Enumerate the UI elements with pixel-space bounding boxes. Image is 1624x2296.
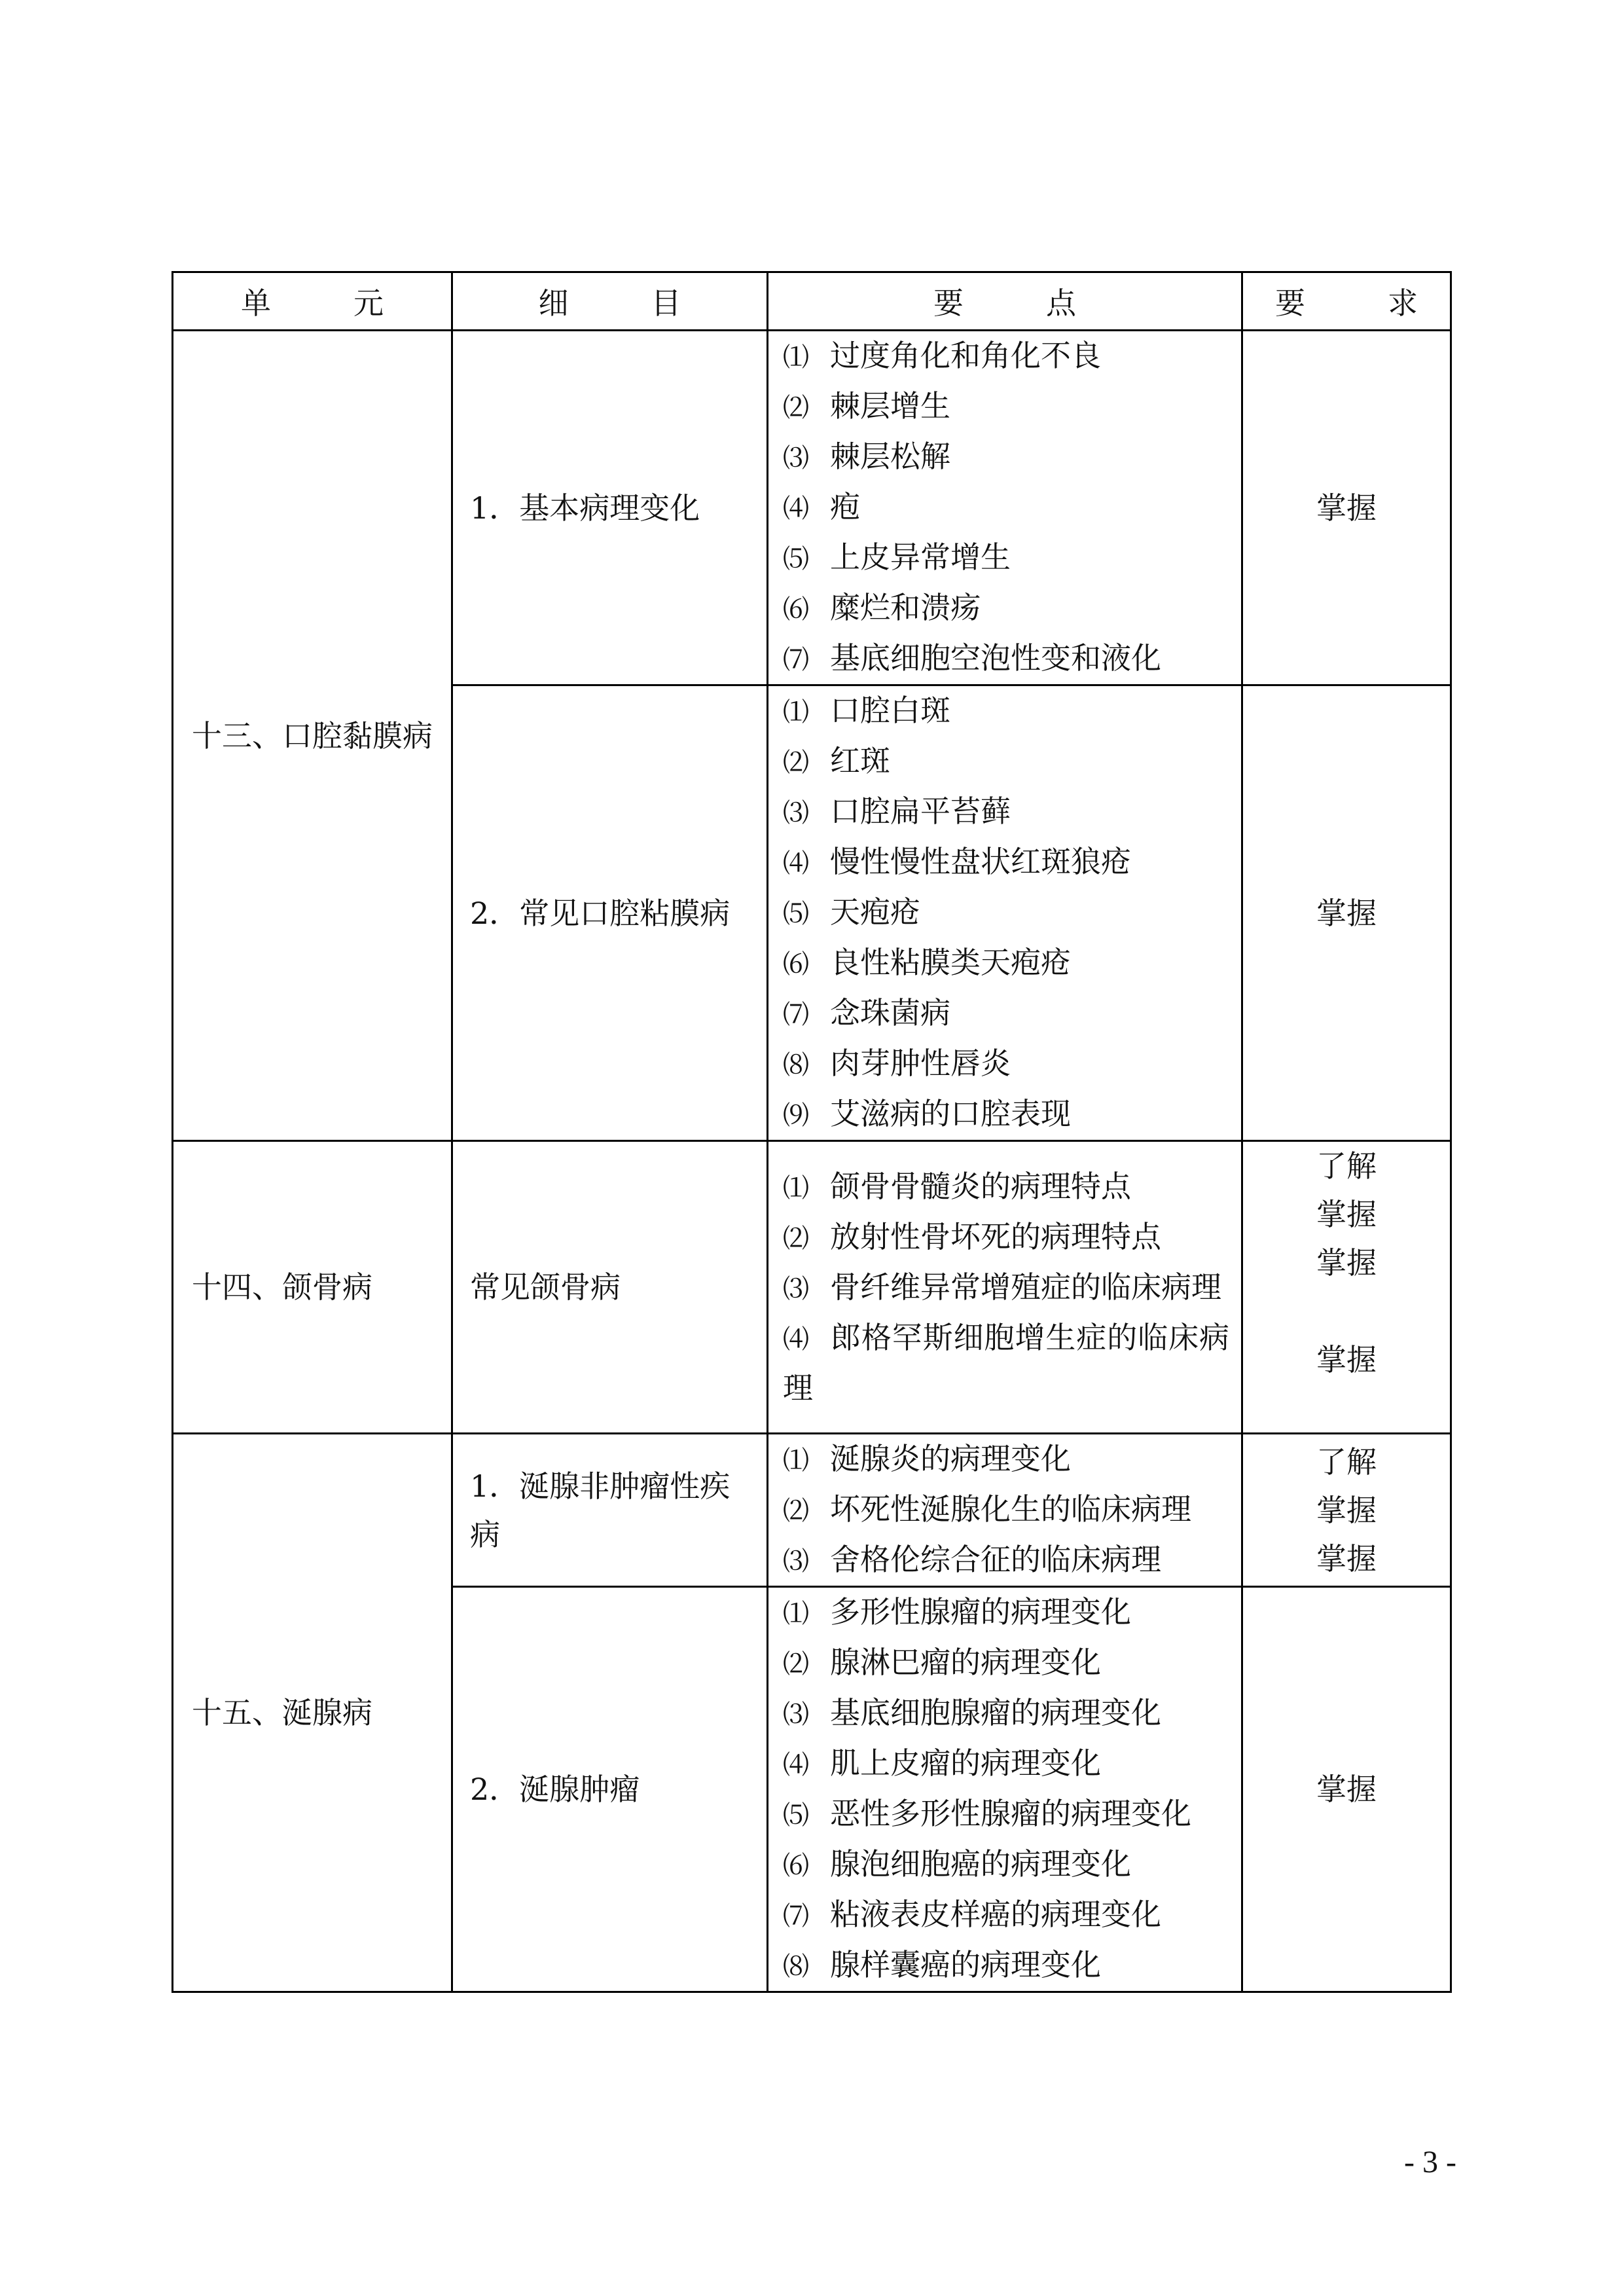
point-line: ⑷ 肌上皮瘤的病理变化 [783, 1745, 1101, 1781]
point-line: ⑷ 慢性慢性盘状红斑狼疮 [783, 844, 1131, 879]
point-line: ⑵ 腺淋巴瘤的病理变化 [783, 1645, 1101, 1680]
point-line: ⑹ 腺泡细胞癌的病理变化 [783, 1846, 1131, 1882]
header-item: 细 目 [452, 272, 768, 331]
point-line: ⑴ 口腔白斑 [783, 693, 950, 728]
requirement-spacer [1243, 1287, 1450, 1336]
requirement-value: 掌握 [1316, 1342, 1377, 1377]
requirement-value: 掌握 [1316, 1245, 1377, 1281]
point-line: ⑸ 恶性多形性腺瘤的病理变化 [783, 1796, 1191, 1831]
point-line: ⑺ 基底细胞空泡性变和液化 [783, 640, 1161, 676]
point-line: ⑶ 舍格伦综合征的临床病理 [783, 1542, 1161, 1577]
requirement-cell [1242, 1434, 1451, 1587]
point-line: ⑴ 多形性腺瘤的病理变化 [783, 1594, 1131, 1630]
requirement-value: 掌握 [1316, 1197, 1377, 1232]
point-line: ⑵ 坏死性涎腺化生的临床病理 [783, 1491, 1191, 1527]
point-line: ⑶ 棘层松解 [783, 439, 950, 474]
unit-cell: 十四、颌骨病 [173, 1141, 452, 1434]
points-cell [768, 331, 1242, 685]
requirement-value: 了解 [1316, 1444, 1377, 1480]
points-cell [768, 1141, 1242, 1434]
unit-cell: 十五、涎腺病 [173, 1434, 452, 1992]
point-line: ⑷ 郎格罕斯细胞增生症的临床病理 [783, 1320, 1229, 1406]
requirement-value: 了解 [1316, 1148, 1377, 1184]
point-line: ⑶ 骨纤维异常增殖症的临床病理 [783, 1269, 1221, 1305]
requirement-cell [1242, 331, 1451, 685]
point-line: ⑴ 涎腺炎的病理变化 [783, 1441, 1071, 1476]
point-line: ⑶ 基底细胞腺瘤的病理变化 [783, 1695, 1161, 1730]
item-cell: 1．基本病理变化 [452, 331, 768, 685]
point-line: ⑸ 天疱疮 [783, 894, 920, 930]
requirement-value: 掌握 [1316, 1540, 1377, 1576]
header-requirement: 要 求 [1242, 272, 1451, 331]
points-cell [768, 685, 1242, 1141]
page-number: - 3 - [1404, 2145, 1456, 2179]
item-cell: 2．常见口腔粘膜病 [452, 685, 768, 1141]
syllabus-table [171, 271, 1452, 1993]
point-line: ⑴ 颌骨骨髓炎的病理特点 [783, 1169, 1131, 1204]
table-header-row [173, 272, 1451, 331]
requirement-value: 掌握 [1316, 1492, 1377, 1528]
point-line: ⑹ 良性粘膜类天疱疮 [783, 945, 1071, 980]
point-line: ⑷ 疱 [783, 489, 860, 524]
requirement-value: 掌握 [1316, 1772, 1377, 1807]
point-line: ⑶ 口腔扁平苔藓 [783, 793, 1011, 829]
points-cell [768, 1434, 1242, 1587]
table-row [173, 1434, 1451, 1587]
point-line: ⑺ 粘液表皮样癌的病理变化 [783, 1897, 1161, 1932]
point-line: ⑻ 肉芽肿性唇炎 [783, 1046, 1011, 1081]
requirement-value: 掌握 [1316, 490, 1377, 526]
point-line: ⑺ 念珠菌病 [783, 995, 950, 1030]
header-unit: 单 元 [173, 272, 452, 331]
points-cell [768, 1587, 1242, 1992]
point-line: ⑼ 艾滋病的口腔表现 [783, 1096, 1071, 1131]
unit-cell: 十三、口腔黏膜病 [173, 331, 452, 1141]
point-line: ⑻ 腺样囊癌的病理变化 [783, 1947, 1101, 1982]
point-line: ⑸ 上皮异常增生 [783, 539, 1011, 575]
requirement-cell [1242, 1141, 1451, 1434]
item-cell: 2．涎腺肿瘤 [452, 1587, 768, 1992]
requirement-spacer [1243, 1384, 1450, 1432]
table-row [173, 331, 1451, 685]
header-point: 要 点 [768, 272, 1242, 331]
point-line: ⑵ 棘层增生 [783, 388, 950, 424]
requirement-cell [1242, 1587, 1451, 1992]
point-line: ⑵ 红斑 [783, 743, 890, 778]
table-row [173, 1141, 1451, 1434]
item-cell: 1．涎腺非肿瘤性疾病 [452, 1434, 768, 1587]
point-line: ⑴ 过度角化和角化不良 [783, 338, 1101, 373]
requirement-cell [1242, 685, 1451, 1141]
point-line: ⑹ 糜烂和溃疡 [783, 590, 981, 625]
item-cell: 常见颌骨病 [452, 1141, 768, 1434]
point-line: ⑵ 放射性骨坏死的病理特点 [783, 1219, 1161, 1254]
requirement-value: 掌握 [1316, 895, 1377, 931]
